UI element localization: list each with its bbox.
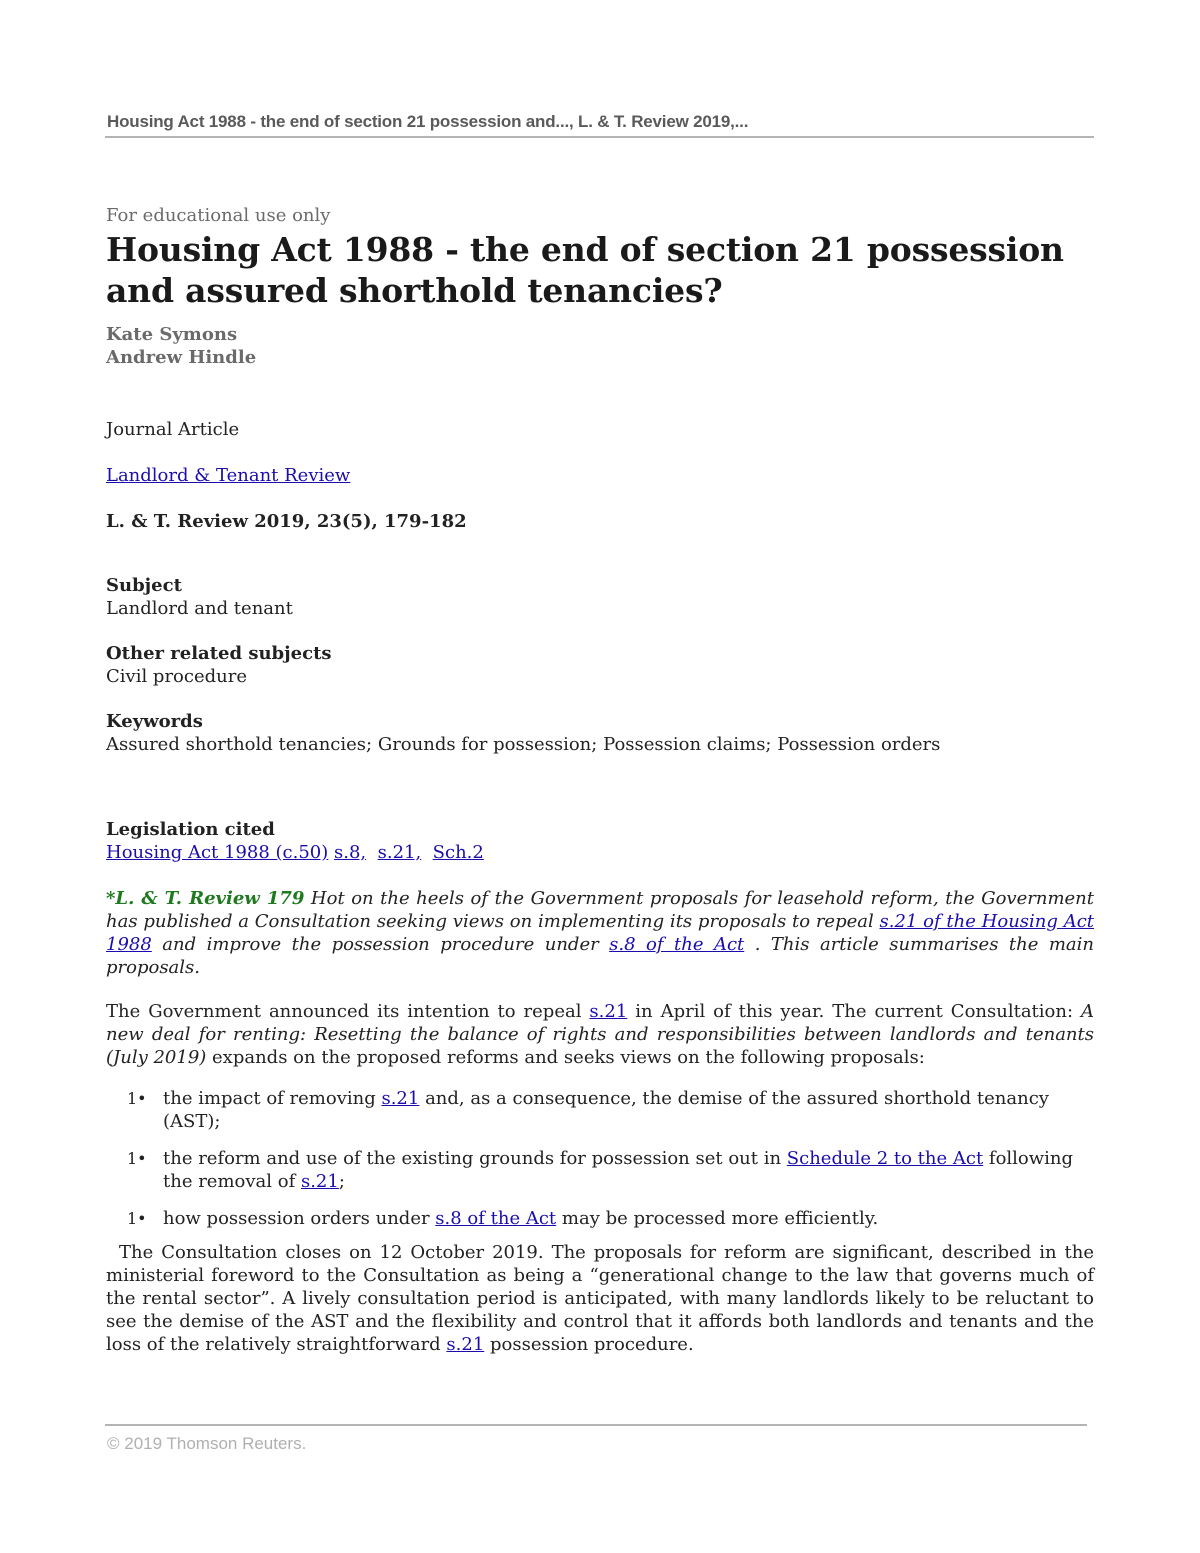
footer-divider xyxy=(105,1424,1087,1426)
legislation-link[interactable]: Sch.2 xyxy=(432,842,484,863)
legislation-link[interactable]: s.8, xyxy=(334,842,367,863)
closing-paragraph xyxy=(106,1241,1094,1356)
related-subjects-field xyxy=(106,642,1094,688)
keywords-field xyxy=(106,710,1094,756)
list-marker: 1• xyxy=(127,1149,147,1168)
legislation-field xyxy=(106,818,1094,864)
list-item-text: ; xyxy=(338,1171,345,1192)
list-marker: 1• xyxy=(127,1209,147,1228)
subject-label: Subject xyxy=(106,575,182,596)
document-type: Journal Article xyxy=(106,419,240,440)
subject-value: Landlord and tenant xyxy=(106,598,293,619)
article-content xyxy=(106,204,1094,1374)
consultation-title: A new deal for renting: Resetting the balance of rights and responsibilities between landlords and tenants (July 2019) xyxy=(106,1001,1094,1068)
subject-field xyxy=(106,574,1094,620)
legislation-link[interactable]: s.21, xyxy=(377,842,422,863)
abstract xyxy=(106,887,1094,979)
header-divider xyxy=(105,136,1094,138)
abstract-link[interactable]: s.8 of the Act xyxy=(609,934,745,955)
keywords-label: Keywords xyxy=(106,711,203,732)
list-item-text: how possession orders under xyxy=(163,1208,436,1229)
abstract-text: Hot on the heels of the Government proposals for leasehold reform, the Government has published a Consultation seeking views on implementing its proposals to repeal xyxy=(106,888,1094,932)
star-page-citation: *L. & T. Review 179 xyxy=(106,888,305,909)
body-paragraph xyxy=(106,1000,1094,1069)
proposals-list xyxy=(106,1087,1094,1230)
abstract-link[interactable]: s.21 of the Housing Act 1988 xyxy=(106,911,1095,955)
educational-use-notice: For educational use only xyxy=(106,205,331,226)
paragraph-text: The Consultation closes on 12 October 2019. The proposals for reform are significant, described in the ministerial foreword to the Consultation as being a “generational change to the law that governs much of the rental sector”. A lively consultation period is anticipated, with many landlords likely to be reluctant to see the demise of the AST and the flexibility and control that it affords both landlords and tenants and the loss of the relatively straightforward xyxy=(106,1242,1094,1355)
copyright-footer: © 2019 Thomson Reuters. xyxy=(107,1434,307,1453)
list-item-text: and, as a consequence, the demise of the assured shorthold tenancy (AST); xyxy=(163,1088,1049,1132)
list-item xyxy=(106,1087,1094,1133)
list-item-text: following the removal of xyxy=(163,1148,1074,1192)
list-item-text: the reform and use of the existing grounds for possession set out in xyxy=(163,1148,787,1169)
legislation-link[interactable]: Housing Act 1988 (c.50) xyxy=(106,842,329,863)
related-subjects-label: Other related subjects xyxy=(106,643,332,664)
body-link[interactable]: s.21 xyxy=(446,1334,485,1355)
author-list xyxy=(106,323,1094,369)
list-item-text: the impact of removing xyxy=(163,1088,382,1109)
author-name: Andrew Hindle xyxy=(106,347,257,368)
keywords-value: Assured shorthold tenancies; Grounds for possession; Possession claims; Possession orders xyxy=(106,734,941,755)
list-marker: 1• xyxy=(127,1089,147,1108)
list-item xyxy=(106,1147,1094,1193)
paragraph-text: expands on the proposed reforms and seeks views on the following proposals: xyxy=(206,1047,925,1068)
paragraph-text: in April of this year. The current Consultation: xyxy=(627,1001,1081,1022)
paragraph-text: The Government announced its intention to repeal xyxy=(106,1001,590,1022)
abstract-text: . This article summarises the main proposals. xyxy=(106,934,1094,978)
author-name: Kate Symons xyxy=(106,324,238,345)
list-item-text: may be processed more efficiently. xyxy=(556,1208,879,1229)
article-title: Housing Act 1988 - the end of section 21 possession and assured shorthold tenancies? xyxy=(106,230,1064,310)
legislation-label: Legislation cited xyxy=(106,819,275,840)
related-subjects-value: Civil procedure xyxy=(106,666,248,687)
body-link[interactable]: s.21 xyxy=(589,1001,628,1022)
list-item-link[interactable]: s.21 xyxy=(300,1171,339,1192)
legislation-links xyxy=(106,841,1094,864)
journal-link[interactable]: Landlord & Tenant Review xyxy=(106,465,351,486)
list-item xyxy=(106,1207,1094,1230)
list-item-link[interactable]: Schedule 2 to the Act xyxy=(786,1148,984,1169)
list-item-link[interactable]: s.8 of the Act xyxy=(435,1208,557,1229)
running-header: Housing Act 1988 - the end of section 21 possession and..., L. & T. Review 2019,... xyxy=(107,112,749,131)
list-item-link[interactable]: s.21 xyxy=(381,1088,420,1109)
citation: L. & T. Review 2019, 23(5), 179-182 xyxy=(106,511,467,532)
abstract-text: and improve the possession procedure under xyxy=(151,934,610,955)
paragraph-text: possession procedure. xyxy=(484,1334,694,1355)
